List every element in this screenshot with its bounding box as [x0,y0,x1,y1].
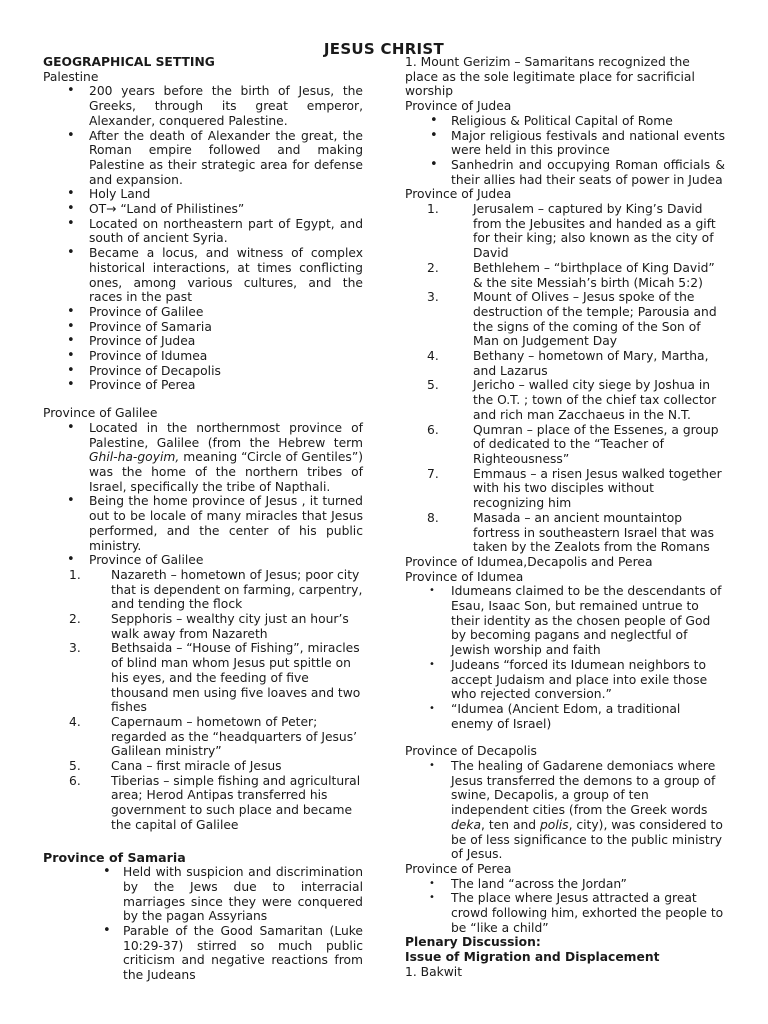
list-item: • After the death of Alexander the great, the Roman empire followed and making Palestine as their strategic area for defense and expansion. [43,129,363,188]
item-number: 4. [69,714,81,729]
item-text: Capernaum – hometown of Peter; regarded as the “headquarters of Jesus’ Galilean ministry” [111,714,358,759]
decapolis-list [405,759,725,862]
samaria-heading: Province of Samaria [43,849,186,865]
list-item: • Province of Perea [43,378,363,393]
item-number: 5. [427,378,439,393]
list-item [405,202,725,261]
item-text: Bethlehem – “birthplace of King David” & the site Messiah’s birth (Micah 5:2) [473,260,715,290]
item-text: Bethsaida – “House of Fishing”, miracles of blind man whom Jesus put spittle on his eyes, and the feeding of five thousand men using five loaves and two fishes [111,641,361,715]
list-item: • OT→ “Land of Philistines” [43,202,363,217]
right-column [405,55,725,980]
greek-word: polis [539,817,569,832]
item-text: Sepphoris – wealthy city just an hour’s walk away from Nazareth [111,612,349,641]
idumea-label: Province of Idumea [405,569,524,584]
galilee-list [43,421,363,568]
perea-list [405,877,725,936]
list-item: • Province of Judea [43,334,363,349]
decapolis-label: Province of Decapolis [405,744,537,759]
list-item [405,511,725,555]
galilee-label: Province of Galilee [43,406,158,421]
list-item [405,759,725,862]
hebrew-term: Ghil-ha-goyim, [89,450,180,465]
item-text: Jericho – walled city siege by Joshua in the O.T. ; town of the chief tax collector and rich man Zacchaeus in the N.T. [473,378,717,422]
list-item [43,774,363,833]
item-text: Cana – first miracle of Jesus [111,759,282,774]
list-item: • Held with suspicion and discrimination by the Jews due to interracial marriages since they were conquered by the pagan Assyrians [43,865,363,924]
item-text: Located in the northernmost province of Palestine, Galilee (from the Hebrew term [89,420,363,450]
list-item: • Being the home province of Jesus , it turned out to be locale of many miracles that Jesus performed, and the center of his public ministry. [43,494,363,553]
item-number: 4. [427,349,439,364]
list-item: • 200 years before the birth of Jesus, the Greeks, through its great emperor, Alexander, conquered Palestine. [43,84,363,128]
list-item [43,421,363,495]
list-item: • Sanhedrin and occupying Roman officials & their allies had their seats of power in Judea [405,158,725,187]
list-item: • The land “across the Jordan” [405,877,725,892]
list-item: • “Idumea (Ancient Edom, a traditional enemy of Israel) [405,702,725,731]
issue-heading: Issue of Migration and Displacement [405,950,660,965]
item-text: , ten and [481,817,540,832]
palestine-label: Palestine [43,69,99,84]
page-title: JESUS CHRIST [323,40,445,58]
list-item: • The place where Jesus attracted a great crowd following him, exhorted the people to be “like a child” [405,891,725,935]
list-item [43,759,363,774]
item-text: Qumran – place of the Essenes, a group of dedicated to the “Teacher of Righteousness” [473,422,719,466]
list-item: • Province of Idumea [43,349,363,364]
item-number: 5. [69,759,81,774]
list-item [43,641,363,715]
item-text: Emmaus – a risen Jesus walked together with his two disciples without recognizing him [473,466,722,511]
list-item [405,349,725,378]
item-number: 6. [427,422,439,437]
list-item: • Became a locus, and witness of complex historical interactions, at times conflicting ones, among various cultures, and the races in the past [43,246,363,305]
list-item: • Province of Galilee [43,305,363,320]
list-item [405,261,725,290]
palestine-list [43,84,363,393]
item-number: 8. [427,510,439,525]
list-item: • Idumeans claimed to be the descendants of Esau, Isaac Son, but remained untrue to their identity as the chosen people of God by becoming pagans and neglectful of Jewish worship and faith [405,584,725,658]
list-item: • Holy Land [43,187,363,202]
list-item: • Judeans “forced its Idumean neighbors to accept Judaism and place into exile those who rejected conversion.” [405,658,725,702]
perea-label: Province of Perea [405,861,512,876]
judea-list [405,114,725,188]
list-item [43,715,363,759]
greek-word: deka [451,817,482,832]
item-number: 2. [427,260,439,275]
item-number: 3. [427,290,439,305]
item-text: Mount of Olives – Jesus spoke of the destruction of the temple; Parousia and the signs of the coming of the Son of Man on Judgement Day [473,290,717,349]
item-number: 1. [427,202,439,217]
list-item [405,378,725,422]
mount-gerizim: 1. Mount Gerizim – Samaritans recognized the place as the sole legitimate place for sacrificial worship [405,55,695,99]
item-number: 6. [69,773,81,788]
judea-places-list [405,202,725,555]
list-item: • Province of Decapolis [43,364,363,379]
item-number: 3. [69,641,81,656]
plenary-heading: Plenary Discussion: [405,935,541,950]
list-item: • Parable of the Good Samaritan (Luke 10:29-37) stirred so much public criticism and negative reactions from the Judeans [43,924,363,983]
idumea-list [405,584,725,731]
item-number: 2. [69,612,81,627]
galilee-cities-list [43,568,363,833]
left-column [43,55,363,983]
list-item: • Located on northeastern part of Egypt, and south of ancient Syria. [43,217,363,246]
list-item [405,467,725,511]
idumea-decapolis-perea-label: Province of Idumea,Decapolis and Perea [405,554,653,569]
geo-heading: GEOGRAPHICAL SETTING [43,55,215,69]
judea-label: Province of Judea [405,99,512,114]
item-number: 7. [427,466,439,481]
list-item [405,423,725,467]
item-text: Masada – an ancient mountaintop fortress in southeastern Israel that was taken by the Zealots from the Romans [473,510,715,555]
item-text: , city), was considered to be of less significance to the public ministry of Jesus. [451,817,723,862]
list-item: • Major religious festivals and national events were held in this province [405,129,725,158]
samaria-list [43,865,363,983]
item-number: 1. [69,567,81,582]
bakwit-item: 1. Bakwit [405,964,463,979]
list-item: • Religious & Political Capital of Rome [405,114,725,129]
list-item [43,612,363,641]
judea-label: Province of Judea [405,187,512,202]
item-text: Bethany – hometown of Mary, Martha, and Lazarus [473,349,709,378]
item-text: Nazareth – hometown of Jesus; poor city that is dependent on farming, carpentry, and tending the flock [111,567,363,612]
list-item [43,568,363,612]
item-text: Jerusalem – captured by King’s David from the Jebusites and handed as a gift for their king; also known as the city of David [473,202,716,261]
list-item: • Province of Galilee [43,553,363,568]
item-text: The healing of Gadarene demoniacs where Jesus transferred the demons to a group of swine, Decapolis, a group of ten independent cities (from the Greek words [451,759,716,818]
list-item [405,290,725,349]
item-text: Tiberias – simple fishing and agricultural area; Herod Antipas transferred his government to such place and became the capital of Galilee [111,773,361,832]
item-text: meaning “Circle of Gentiles”) was the home of the northern tribes of Israel, specifically the tribe of Napthali. [89,450,363,494]
list-item: • Province of Samaria [43,320,363,335]
